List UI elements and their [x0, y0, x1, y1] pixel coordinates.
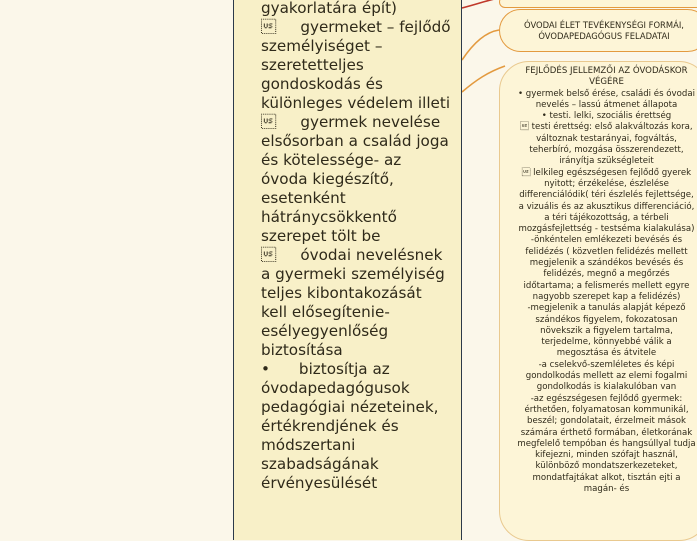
main-node-line: gyakorlatára épít) — [261, 0, 397, 17]
subtopic-title: FEJLŐDÉS JELLEMZŐI AZ ÓVODÁSKOR VÉGÉRE — [525, 66, 688, 88]
subtopic-paragraph: -megjelenik a tanulás alapját képező szándékos figyelem, fokozatosan növekszik a figyelem tartalma, terjedelme, könnyebbé válik a megosztása és átvitele — [527, 303, 686, 359]
subtopic-paragraph: testi érettség: első alakváltozás kora, változnak testarányai, fogváltás, teherbíró, mozgása összerendezett, irányítja szükségleteit — [520, 122, 693, 167]
main-node-line: gyermeket – fejlődő személyiséget – szeretetteljes gondoskodás és különleges védelem illeti — [261, 18, 456, 112]
subtopic-paragraph: -önkéntelen emlékezeti bevésés és felidézés ( közvetlen felidézés mellett megjelenik a szándékos bevésés és felidézés, megnő a megőrzés időtartama; a felismerés mellett egyre nagyobb szerepet kap a felidézés) — [523, 235, 690, 302]
main-node-line: óvodai nevelésnek a gyermeki személyiség teljes kibontakozását kell elősegítenie-esélyegyenlőség biztosítása — [261, 246, 450, 359]
subtopic-node-feladatai[interactable] — [499, 9, 697, 52]
subtopic-node-fejlodes[interactable] — [499, 61, 697, 541]
subtopic-label: ÓVODAI ÉLET TEVÉKENYSÉGI FORMÁI, ÓVODAPEDAGÓGUS FELADATAI — [524, 20, 684, 41]
subtopic-paragraph: • testi. lelki, szociális érettség — [541, 111, 672, 122]
connector-top — [462, 0, 499, 8]
main-node-line: • biztosítja az óvodapedagógusok pedagógiai nézeteinek, értékrendjének és módszertani szabadságának érvényesülését — [261, 360, 444, 492]
subtopic-paragraph: -az egészségesen fejlődő gyermek: érthetően, folyamatosan kommunikál, beszél; gondolatait, érzelmeit mások számára érthető formában, életkorának megfelelő tempóban és hangsúllyal tudja kifejezni, minden szófajt használ, különböző mondatszerkezeteket, mondatfajtákat alkot, tisztán ejti a magán- és — [517, 393, 696, 494]
connector-feladatai — [462, 30, 499, 60]
main-topic-node[interactable] — [233, 0, 462, 540]
subtopic-node-partial[interactable] — [499, 0, 697, 8]
main-node-line: gyermek nevelése elsősorban a család joga és kötelessége- az óvoda kiegészítő, esetenként hátránycsökkentő szerepet tölt be — [261, 113, 454, 245]
subtopic-paragraph: lelkileg egészségesen fejlődő gyerek nyitott; érzékelése, észlelése differenciálódik( téri észlelés fejlettsége, a vizuális és az akusztikus differenciáció, a téri tájékozottság, a térbeli mozgásfejlettség - testséma kialakulása) — [518, 167, 695, 235]
subtopic-paragraph: • gyermek belső érése, családi és óvodai nevelés – lassú átmenet állapota — [517, 88, 696, 110]
subtopic-paragraph: -a cselekvő-szemléletes és képi gondolkodás mellett az elemi fogalmi gondolkodás is kialakulóban van — [525, 359, 688, 393]
